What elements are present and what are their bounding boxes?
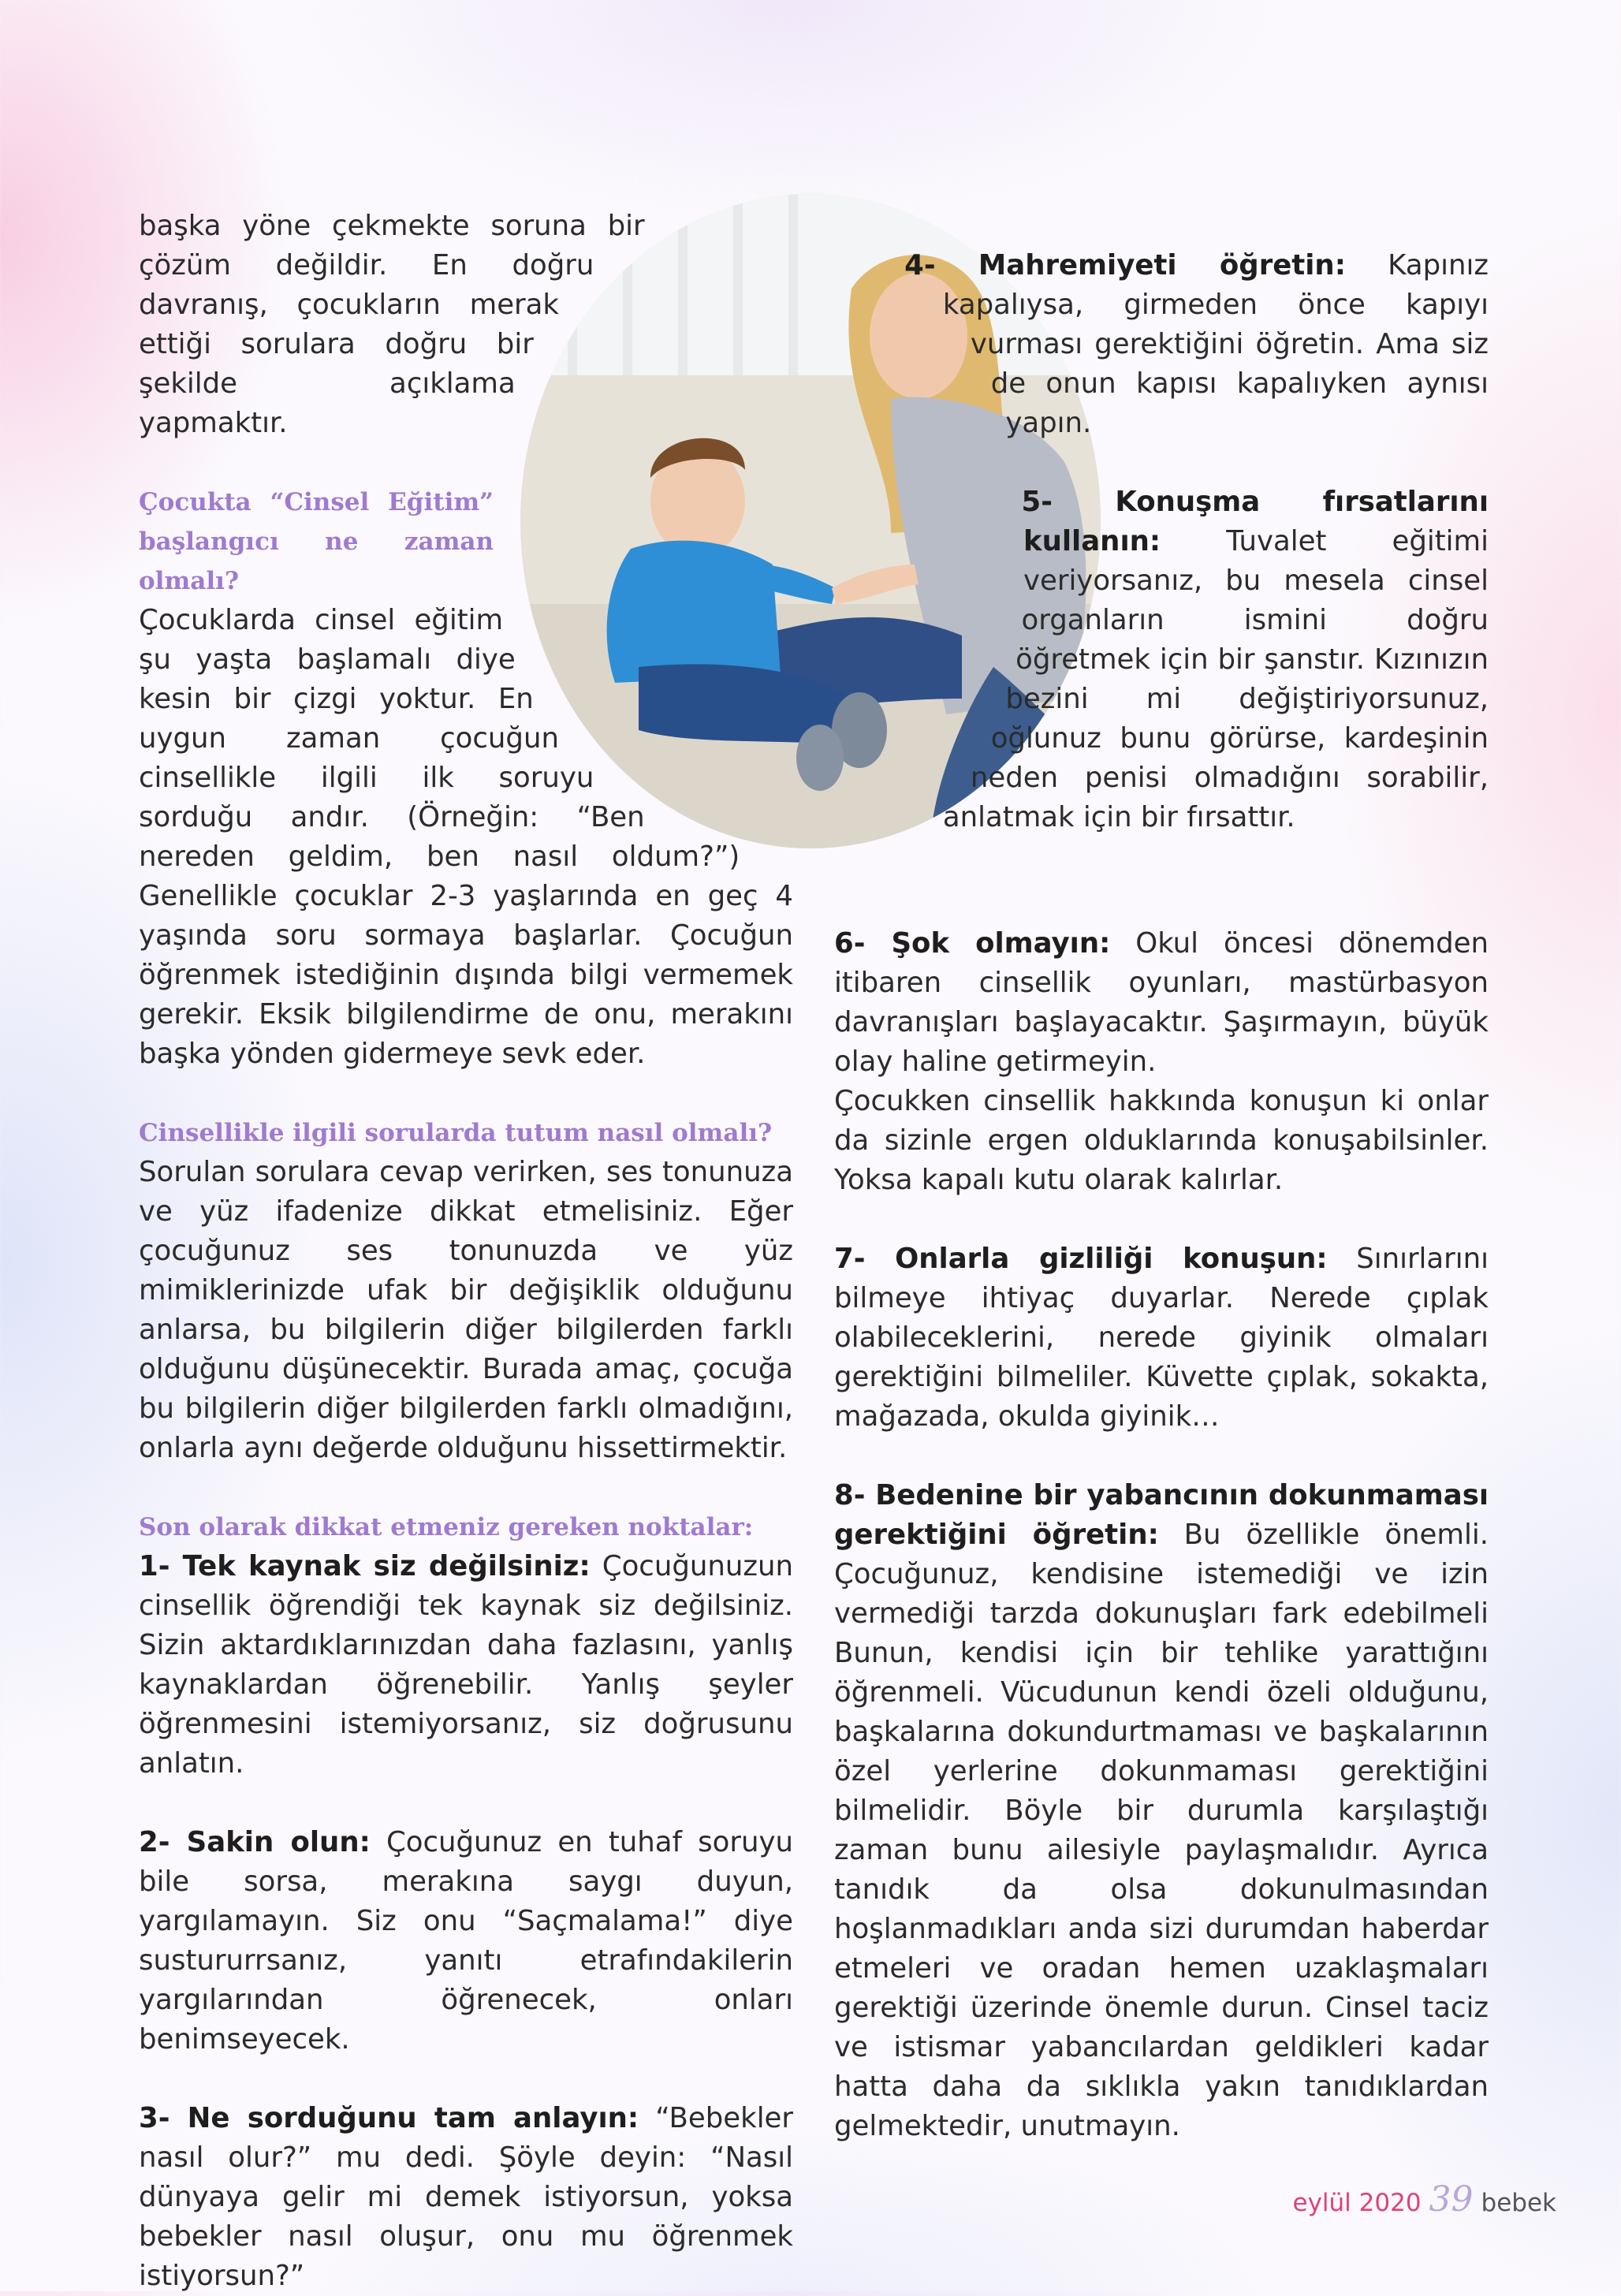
list-item-6 — [834, 924, 1489, 1200]
section-heading: Çocukta “Cinsel Eğitim” başlangıcı ne zaman olmalı? — [139, 488, 494, 595]
list-item-title: 1- Tek kaynak siz değilsiniz: — [139, 1550, 591, 1582]
list-item-8 — [834, 1476, 1489, 2146]
list-item-text: Çocuğunuz en tuhaf soruyu bile sorsa, merakına saygı duyun, yargılamayın. Siz onu “Saçmalama!” diye sustururrsanız, yanıtı etrafındakilerin yargılarından öğrenecek, onları benimseyecek. — [139, 1826, 793, 2056]
right-column — [834, 246, 1489, 2146]
list-item-title: 3- Ne sorduğunu tam anlayın: — [139, 2102, 639, 2134]
list-item-text: “Bebekler nasıl olur?” mu dedi. Şöyle deyin: “Nasıl dünyaya gelir mi demek istiyorsun, yoksa bebekler nasıl oluşur, onu mu öğrenmek istiyorsun?” — [139, 2102, 793, 2292]
left-column — [139, 207, 793, 2296]
list-item-title: 8- Bedenine bir yabancının dokunmaması gerektiğini öğretin: — [834, 1479, 1489, 1551]
list-item-title: 2- Sakin olun: — [139, 1826, 371, 1858]
list-item-text: Çocukken cinsellik hakkında konuşun ki onlar da sizinle ergen olduklarında konuşabilsinler. Yoksa kapalı kutu olarak kalırlar. — [834, 1085, 1489, 1196]
list-item-title: 4- Mahremiyeti öğretin: — [904, 249, 1346, 281]
list-item-text: Kapınız kapalıysa, girmeden önce kapıyı vurması gerektiğini öğretin. Ama siz de onun kapısı kapalıyken aynısı yapın. — [942, 249, 1489, 439]
list-item-title: 7- Onlarla gizliliği konuşun: — [834, 1243, 1328, 1275]
section-tutum — [139, 1113, 793, 1468]
page-number: 39 — [1429, 2179, 1474, 2220]
section-heading: Cinsellikle ilgili sorularda tutum nasıl olmalı? — [139, 1119, 773, 1147]
issue-date: eylül 2020 — [1292, 2189, 1422, 2217]
intro-paragraph: başka yöne çekmekte soruna bir çözüm değildir. En doğru davranış, çocukların merak ettiği sorulara doğru bir şekilde açıklama yapmaktır. — [139, 210, 645, 439]
list-item-text: Bu özellikle önemli. Çocuğunuz, kendisine istemediği ve izin vermediği tarzda dokunuşları fark edebilmeli Bunun, kendisi için bir tehlike yarattığını öğrenmeli. Vücudunun kendi özeli olduğunu, başkalarına dokundurtmaması ve başkalarının özel yerlerine dokunmaması gerektiğini bilmelidir. Böyle bir durumla karşılaştığı zaman bunu ailesiyle paylaşmalıdır. Ayrıca tanıdık da olsa dokunulmasından hoşlanmadıkları anda sizi durumdan haberdar etmeleri ve oradan hemen uzaklaşmaları gerektiği üzerinde önemle durun. Cinsel taciz ve istismar yabancılardan geldikleri kadar hatta daha da sıklıkla yakın tanıdıklardan gelmektedir, unutmayın. — [834, 1519, 1489, 2142]
section-body: Çocuklarda cinsel eğitim şu yaşta başlamalı diye kesin bir çizgi yoktur. En uygun zaman çocuğun cinsellikle ilgili ilk soruyu sorduğu andır. (Örneğin: “Ben nereden geldim, ben nasıl oldum?”) Genellikle çocuklar 2-3 yaşlarında en geç 4 yaşında soru sormaya başlarlar. Çocuğun öğrenmek istediğinin dışında bilgi vermemek gerekir. Eksik bilgilendirme de onu, merakını başka yönden gidermeye sevk eder. — [139, 604, 793, 1070]
section-body: Sorulan sorulara cevap verirken, ses tonunuza ve yüz ifadenize dikkat etmelisiniz. Eğer çocuğunuz ses tonunuzda ve yüz mimiklerinizde ufak bir değişiklik olduğunu anlarsa, bu bilgilerin diğer bilgilerden farklı olduğunu düşünecektir. Burada amaç, çocuğa bu bilgilerin diğer bilgilerden farklı olmadığını, onlarla aynı değerde olduğunu hissettirmektir. — [139, 1156, 793, 1464]
section-heading: Son olarak dikkat etmeniz gereken noktalar: — [139, 1513, 754, 1541]
list-item-1 — [139, 1508, 793, 1784]
list-item-2 — [139, 1823, 793, 2059]
magazine-name: bebek — [1481, 2189, 1556, 2217]
list-item-7 — [834, 1239, 1489, 1437]
list-item-3 — [139, 2099, 793, 2296]
list-item-text: Okul öncesi dönemden itibaren cinsellik oyunları, mastürbasyon davranışları başlayacaktır. Şaşırmayın, büyük olay haline getirmeyin. — [834, 927, 1489, 1078]
list-item-title: 6- Şok olmayın: — [834, 927, 1111, 960]
list-item-text: Tuvalet eğitimi veriyorsanız, bu mesela cinsel organların ismini doğru öğretmek için bir şanstır. Kızınızın bezini mi değiştiriyorsunuz, oğlunuz bunu görürse, kardeşinin neden penisi olmadığını sorabilir, anlatmak için bir fırsattır. — [942, 525, 1489, 833]
list-item-text: Çocuğunuzun cinsellik öğrendiği tek kaynak siz değilsiniz. Sizin aktardıklarınızdan daha fazlasını, yanlış kaynaklardan öğrenebilir. Yanlış şeyler öğrenmesini istemiyorsanız, siz doğrusunu anlatın. — [139, 1550, 793, 1780]
list-item-text: Sınırlarını bilmeye ihtiyaç duyarlar. Nerede çıplak olabileceklerini, nerede giyinik olmaları gerektiğini bilmeliler. Küvette çıplak, sokakta, mağazada, okulda giyinik… — [834, 1243, 1489, 1433]
list-item-title: 5- Konuşma fırsatlarını kullanın: — [1021, 486, 1489, 557]
page-footer — [1293, 2179, 1557, 2220]
